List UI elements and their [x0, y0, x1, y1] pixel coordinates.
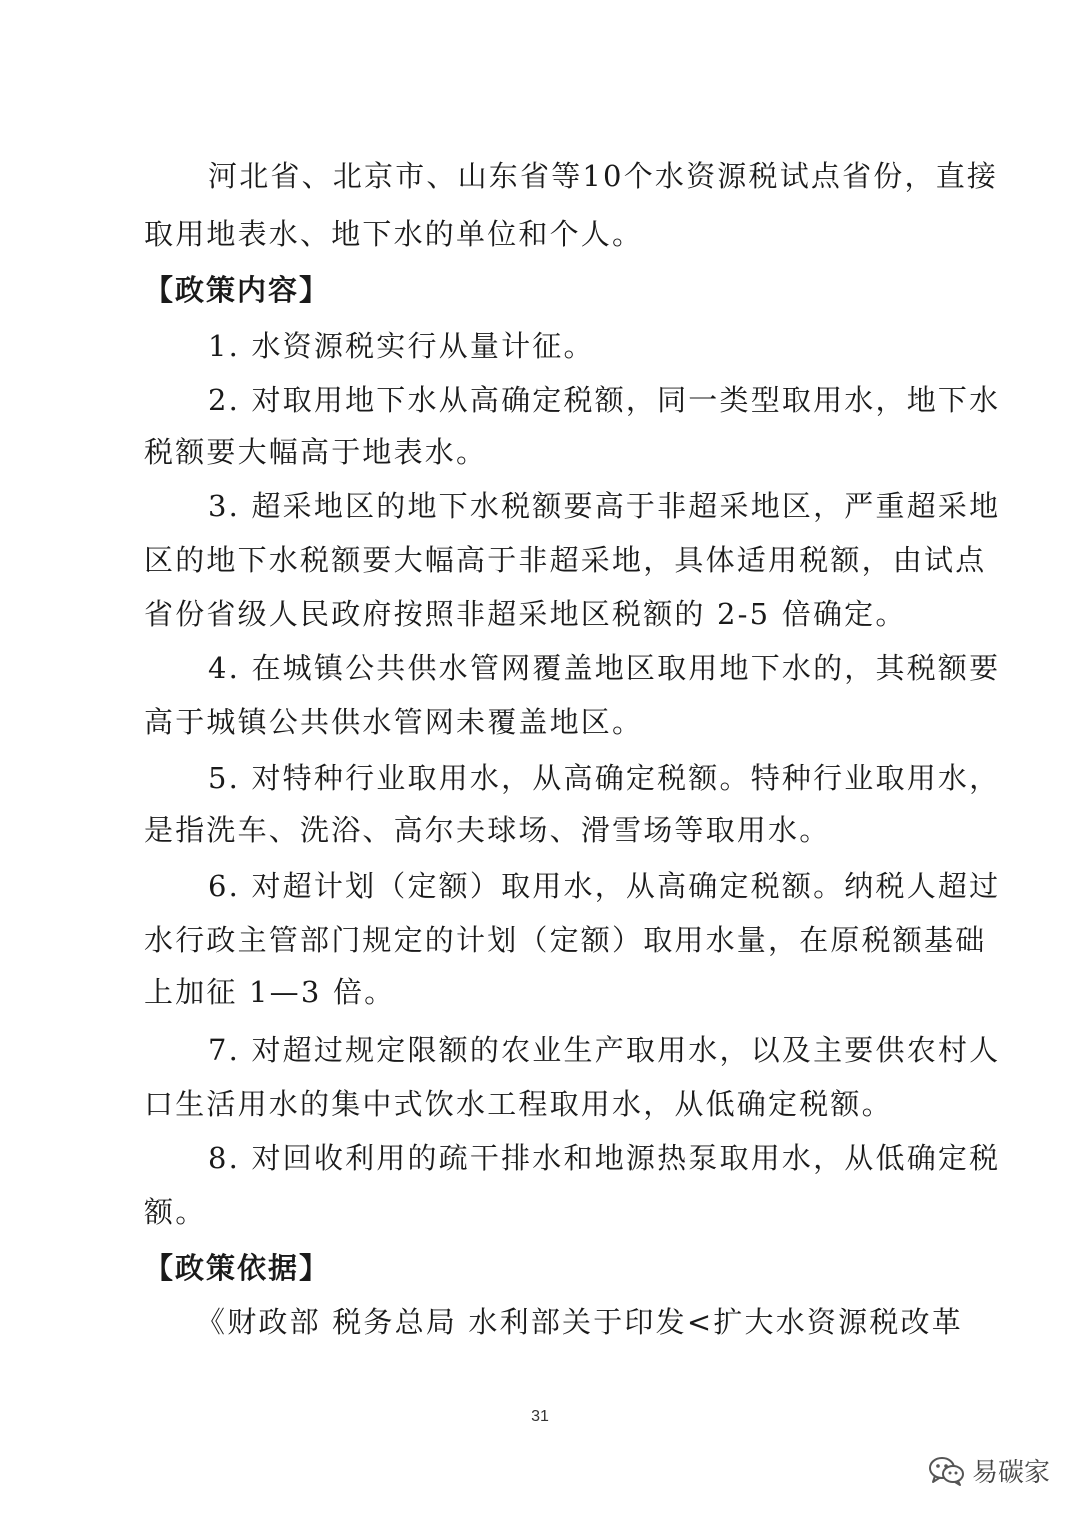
section-heading-policy-basis: 【政策依据】	[144, 1251, 331, 1285]
paragraph-line: 高于城镇公共供水管网未覆盖地区。	[144, 705, 644, 739]
paragraph-line: 6. 对超计划（定额）取用水，从高确定税额。纳税人超过	[208, 869, 1001, 903]
paragraph-line: 河北省、北京市、山东省等10个水资源税试点省份，直接	[208, 159, 999, 193]
paragraph-line: 区的地下水税额要大幅高于非超采地，具体适用税额，由试点	[144, 543, 987, 577]
paragraph-line: 是指洗车、洗浴、高尔夫球场、滑雪场等取用水。	[144, 813, 831, 847]
section-heading-policy-content: 【政策内容】	[144, 273, 331, 307]
watermark	[928, 1452, 1050, 1489]
paragraph-line: 取用地表水、地下水的单位和个人。	[144, 217, 644, 251]
paragraph-line: 4. 在城镇公共供水管网覆盖地区取用地下水的，其税额要	[208, 651, 1001, 685]
paragraph-line: 口生活用水的集中式饮水工程取用水，从低确定税额。	[144, 1087, 893, 1121]
paragraph-line: 8. 对回收利用的疏干排水和地源热泵取用水，从低确定税	[208, 1141, 1001, 1175]
paragraph-line: 上加征 1—3 倍。	[144, 975, 396, 1009]
paragraph-line: 2. 对取用地下水从高确定税额，同一类型取用水，地下水	[208, 383, 1001, 417]
paragraph-line: 《财政部 税务总局 水利部关于印发<扩大水资源税改革	[196, 1305, 963, 1339]
paragraph-line: 7. 对超过规定限额的农业生产取用水，以及主要供农村人	[208, 1033, 1001, 1067]
page-number: 31	[531, 1408, 549, 1425]
paragraph-line: 1. 水资源税实行从量计征。	[208, 329, 595, 363]
watermark-text: 易碳家	[972, 1458, 1051, 1488]
paragraph-line: 省份省级人民政府按照非超采地区税额的 2-5 倍确定。	[144, 597, 907, 631]
paragraph-line: 3. 超采地区的地下水税额要高于非超采地区，严重超采地	[208, 489, 1001, 523]
paragraph-line: 水行政主管部门规定的计划（定额）取用水量，在原税额基础	[144, 923, 987, 957]
wechat-icon	[928, 1455, 966, 1487]
paragraph-line: 5. 对特种行业取用水，从高确定税额。特种行业取用水，	[208, 761, 1001, 795]
paragraph-line: 额。	[144, 1195, 207, 1229]
paragraph-line: 税额要大幅高于地表水。	[144, 435, 488, 469]
